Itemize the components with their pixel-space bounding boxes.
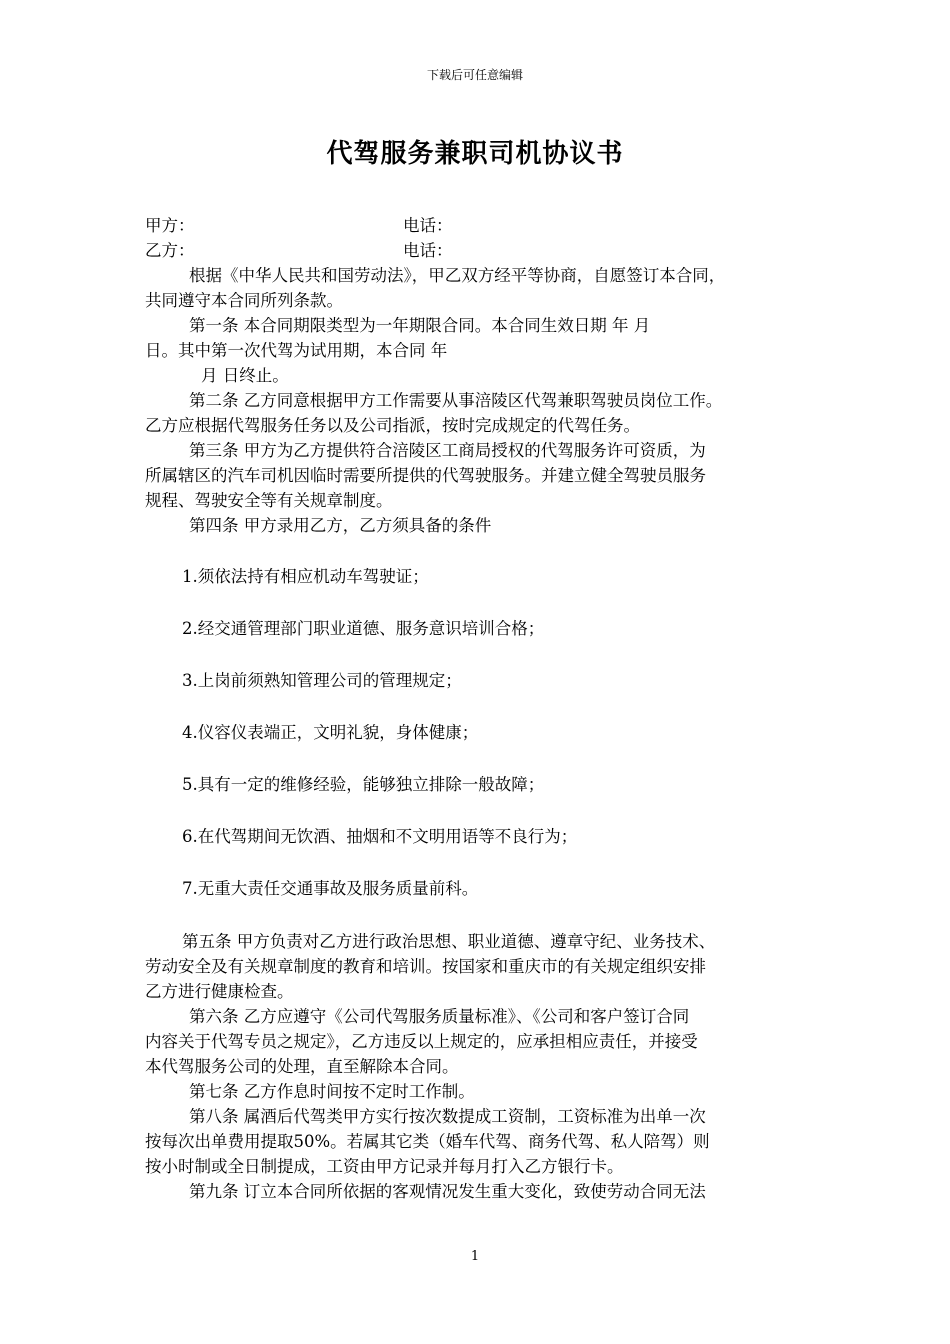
party-b-row xyxy=(145,238,810,263)
article-2 xyxy=(145,388,810,438)
paragraph-line: 第九条 订立本合同所依据的客观情况发生重大变化，致使劳动合同无法 xyxy=(189,1182,706,1201)
paragraph-line: 所属辖区的汽车司机因临时需要所提供的代驾驶服务。并建立健全驾驶员服务 xyxy=(145,466,706,485)
article-1 xyxy=(145,313,810,388)
article-5 xyxy=(145,929,810,1004)
paragraph-line: 第五条 甲方负责对乙方进行政治思想、职业道德、遵章守纪、业务技术、 xyxy=(182,932,716,951)
list-item: 5.具有一定的维修经验，能够独立排除一般故障； xyxy=(182,775,545,794)
list-item: 3.上岗前须熟知管理公司的管理规定； xyxy=(182,671,462,690)
paragraph-line: 劳动安全及有关规章制度的教育和培训。按国家和重庆市的有关规定组织安排 xyxy=(145,957,706,976)
document-body xyxy=(145,213,810,1204)
paragraph-line: 按小时制或全日制提成，工资由甲方记录并每月打入乙方银行卡。 xyxy=(145,1157,624,1176)
paragraph-line: 内容关于代驾专员之规定》，乙方违反以上规定的，应承担相应责任，并接受 xyxy=(145,1032,698,1051)
article-3 xyxy=(145,438,810,513)
paragraph-line: 乙方应根据代驾服务任务以及公司指派，按时完成规定的代驾任务。 xyxy=(145,416,640,435)
paragraph-line: 第八条 属酒后代驾类甲方实行按次数提成工资制，工资标准为出单一次 xyxy=(189,1107,706,1126)
list-item: 6.在代驾期间无饮酒、抽烟和不文明用语等不良行为； xyxy=(182,827,578,846)
article-6 xyxy=(145,1004,810,1079)
list-item: 7.无重大责任交通事故及服务质量前科。 xyxy=(182,879,479,898)
article-4 xyxy=(145,513,810,538)
party-a-label: 甲方： xyxy=(145,216,195,235)
article-7 xyxy=(145,1079,810,1104)
paragraph-line: 第六条 乙方应遵守《公司代驾服务质量标准》、《公司和客户签订合同 xyxy=(189,1007,690,1026)
list-item: 1.须依法持有相应机动车驾驶证； xyxy=(182,567,429,586)
article-8 xyxy=(145,1104,810,1179)
party-a-phone-label: 电话： xyxy=(403,216,453,235)
paragraph-line: 乙方进行健康检查。 xyxy=(145,982,294,1001)
paragraph-line: 第三条 甲方为乙方提供符合涪陵区工商局授权的代驾服务许可资质，为 xyxy=(189,441,706,460)
paragraph-line: 按每次出单费用提取50%。若属其它类（婚车代驾、商务代驾、私人陪驾）则 xyxy=(145,1132,710,1151)
paragraph-line: 第四条 甲方录用乙方，乙方须具备的条件 xyxy=(189,516,492,535)
paragraph-line: 第一条 本合同期限类型为一年期限合同。本合同生效日期 年 月 xyxy=(189,316,651,335)
document-title: 代驾服务兼职司机协议书 xyxy=(326,139,624,169)
party-a-row xyxy=(145,213,810,238)
intro-paragraph xyxy=(145,263,810,313)
paragraph-line: 规程、驾驶安全等有关规章制度。 xyxy=(145,491,393,510)
article-9 xyxy=(145,1179,810,1204)
paragraph-line: 日。其中第一次代驾为试用期，本合同 年 xyxy=(145,341,448,360)
paragraph-line: 第二条 乙方同意根据甲方工作需要从事涪陵区代驾兼职驾驶员岗位工作。 xyxy=(189,391,723,410)
paragraph-line: 本代驾服务公司的处理，直至解除本合同。 xyxy=(145,1057,459,1076)
conditions-list xyxy=(145,551,810,915)
paragraph-line: 月 日终止。 xyxy=(201,366,289,385)
paragraph-line: 第七条 乙方作息时间按不定时工作制。 xyxy=(189,1082,475,1101)
party-b-label: 乙方： xyxy=(145,241,195,260)
header-note: 下载后可任意编辑 xyxy=(426,68,523,82)
list-item: 2.经交通管理部门职业道德、服务意识培训合格； xyxy=(182,619,545,638)
list-item: 4.仪容仪表端正，文明礼貌，身体健康； xyxy=(182,723,479,742)
party-b-phone-label: 电话： xyxy=(403,241,453,260)
paragraph-line: 共同遵守本合同所列条款。 xyxy=(145,291,343,310)
page-number: 1 xyxy=(470,1249,480,1264)
paragraph-line: 根据《中华人民共和国劳动法》，甲乙双方经平等协商，自愿签订本合同， xyxy=(189,266,726,285)
